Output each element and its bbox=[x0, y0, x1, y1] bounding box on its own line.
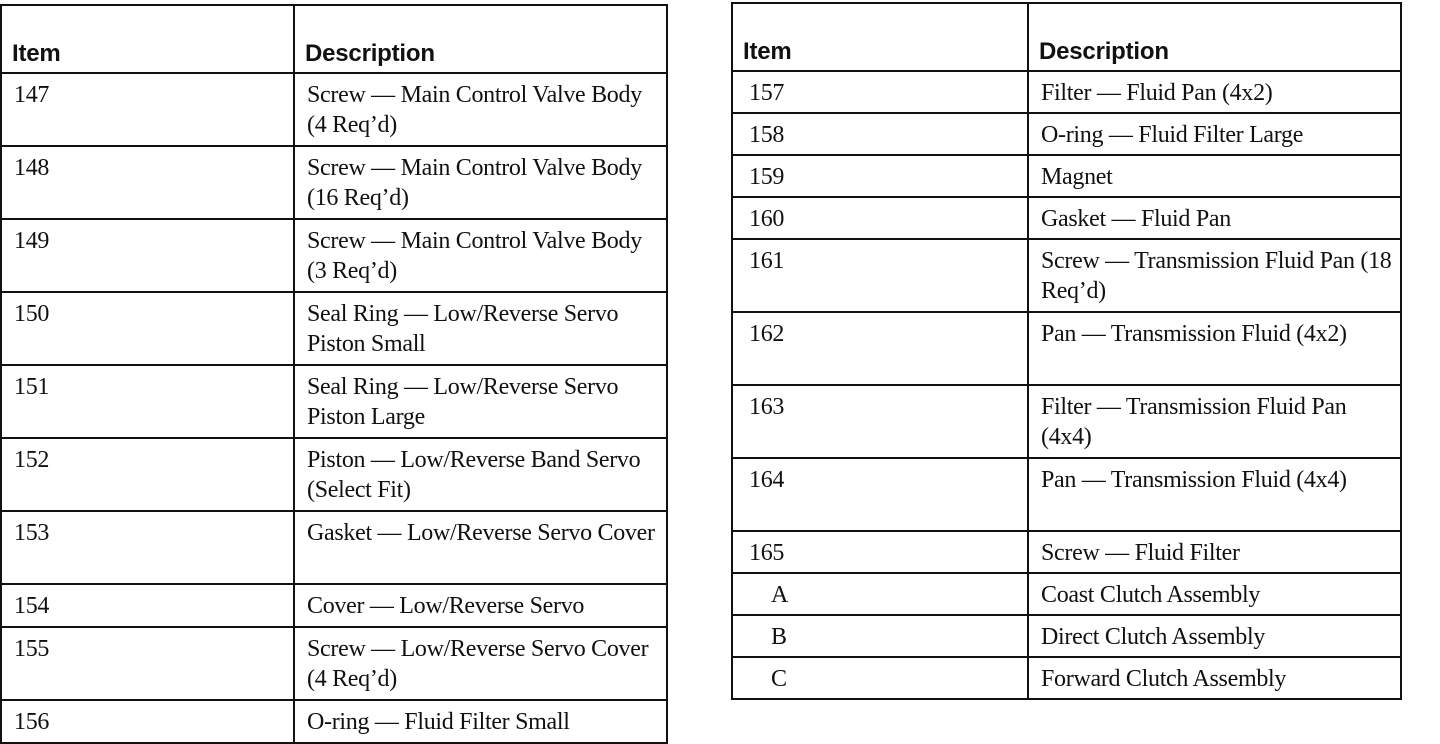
item-description: Screw — Fluid Filter bbox=[1028, 531, 1401, 573]
parts-table-left bbox=[0, 4, 668, 744]
table-row bbox=[732, 113, 1401, 155]
item-column-header: Item bbox=[732, 3, 1028, 71]
item-description: Cover — Low/Reverse Servo bbox=[294, 584, 667, 627]
table-row bbox=[1, 73, 667, 146]
description-column-header: Description bbox=[1028, 3, 1401, 71]
item-description: Pan — Transmission Fluid (4x2) bbox=[1028, 312, 1401, 385]
table-row bbox=[732, 458, 1401, 531]
item-number: 165 bbox=[732, 531, 1028, 573]
item-description: Gasket — Low/Reverse Servo Cover bbox=[294, 511, 667, 584]
table-row bbox=[732, 197, 1401, 239]
item-description: O-ring — Fluid Filter Small bbox=[294, 700, 667, 743]
table-row bbox=[1, 292, 667, 365]
item-description: Direct Clutch Assembly bbox=[1028, 615, 1401, 657]
table-row bbox=[732, 385, 1401, 458]
table-row bbox=[1, 511, 667, 584]
table-row bbox=[732, 71, 1401, 113]
table-row bbox=[1, 365, 667, 438]
item-number: 156 bbox=[1, 700, 294, 743]
item-description: Screw — Main Control Valve Body (3 Req’d) bbox=[294, 219, 667, 292]
item-description: Filter — Transmission Fluid Pan (4x4) bbox=[1028, 385, 1401, 458]
table-row bbox=[732, 615, 1401, 657]
table-row bbox=[732, 312, 1401, 385]
item-number: 164 bbox=[732, 458, 1028, 531]
item-description: Piston — Low/Reverse Band Servo (Select Fit) bbox=[294, 438, 667, 511]
item-letter: C bbox=[732, 657, 1028, 699]
item-description: Screw — Low/Reverse Servo Cover (4 Req’d) bbox=[294, 627, 667, 700]
table-row bbox=[732, 239, 1401, 312]
item-column-header: Item bbox=[1, 5, 294, 73]
item-description: Screw — Main Control Valve Body (16 Req’d) bbox=[294, 146, 667, 219]
item-number: 161 bbox=[732, 239, 1028, 312]
item-description: Seal Ring — Low/Reverse Servo Piston Small bbox=[294, 292, 667, 365]
item-letter: A bbox=[732, 573, 1028, 615]
item-number: 159 bbox=[732, 155, 1028, 197]
item-letter: B bbox=[732, 615, 1028, 657]
table-row bbox=[732, 155, 1401, 197]
table-row bbox=[1, 584, 667, 627]
item-number: 150 bbox=[1, 292, 294, 365]
table-row bbox=[732, 657, 1401, 699]
item-number: 155 bbox=[1, 627, 294, 700]
table-row bbox=[1, 627, 667, 700]
item-description: Coast Clutch Assembly bbox=[1028, 573, 1401, 615]
item-description: Seal Ring — Low/Reverse Servo Piston Large bbox=[294, 365, 667, 438]
item-number: 152 bbox=[1, 438, 294, 511]
item-number: 160 bbox=[732, 197, 1028, 239]
table-row bbox=[732, 573, 1401, 615]
item-number: 154 bbox=[1, 584, 294, 627]
item-description: Pan — Transmission Fluid (4x4) bbox=[1028, 458, 1401, 531]
table-header-row bbox=[1, 5, 667, 73]
item-number: 147 bbox=[1, 73, 294, 146]
item-description: Screw — Main Control Valve Body (4 Req’d) bbox=[294, 73, 667, 146]
table-row bbox=[732, 531, 1401, 573]
item-description: Gasket — Fluid Pan bbox=[1028, 197, 1401, 239]
item-number: 148 bbox=[1, 146, 294, 219]
item-number: 158 bbox=[732, 113, 1028, 155]
item-number: 163 bbox=[732, 385, 1028, 458]
item-number: 149 bbox=[1, 219, 294, 292]
item-description: Forward Clutch Assembly bbox=[1028, 657, 1401, 699]
item-number: 157 bbox=[732, 71, 1028, 113]
table-row bbox=[1, 219, 667, 292]
table-row bbox=[1, 700, 667, 743]
item-description: Screw — Transmission Fluid Pan (18 Req’d) bbox=[1028, 239, 1401, 312]
parts-table-right bbox=[731, 2, 1402, 700]
item-number: 162 bbox=[732, 312, 1028, 385]
table-header-row bbox=[732, 3, 1401, 71]
table-row bbox=[1, 438, 667, 511]
item-number: 151 bbox=[1, 365, 294, 438]
item-description: Filter — Fluid Pan (4x2) bbox=[1028, 71, 1401, 113]
item-description: Magnet bbox=[1028, 155, 1401, 197]
description-column-header: Description bbox=[294, 5, 667, 73]
table-row bbox=[1, 146, 667, 219]
item-number: 153 bbox=[1, 511, 294, 584]
item-description: O-ring — Fluid Filter Large bbox=[1028, 113, 1401, 155]
